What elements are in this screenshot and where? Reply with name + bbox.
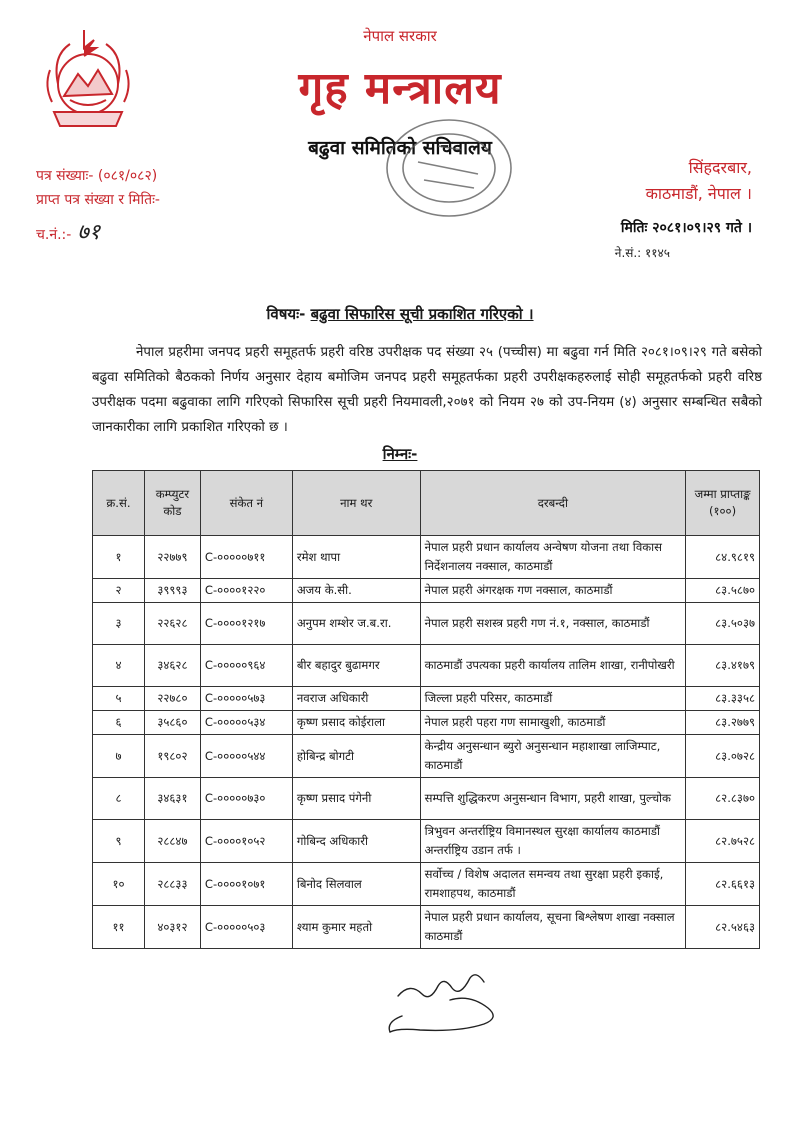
header-post: दरबन्दी — [420, 471, 685, 536]
cell-post: नेपाल प्रहरी अंगरक्षक गण नक्साल, काठमाडौं — [420, 579, 685, 603]
cell-name: अनुपम शम्शेर ज.ब.रा. — [292, 603, 420, 645]
cell-post: नेपाल प्रहरी प्रधान कार्यालय अन्वेषण योजना तथा विकास निर्देशनालय नक्साल, काठमाडौं — [420, 536, 685, 579]
cell-serial: ८ — [93, 778, 145, 820]
cell-serial: ३ — [93, 603, 145, 645]
cell-serial: १० — [93, 863, 145, 906]
cell-code: २२७८० — [144, 687, 200, 711]
cell-serial: ६ — [93, 711, 145, 735]
subject-label: विषयः- — [266, 305, 306, 323]
cell-code: ३४६३१ — [144, 778, 200, 820]
table-row — [93, 603, 760, 645]
cell-symbol: C-०००००७११ — [200, 536, 292, 579]
list-heading: निम्नः- — [382, 445, 418, 463]
cell-code: ४०३१२ — [144, 906, 200, 949]
cell-code: २२७७९ — [144, 536, 200, 579]
cell-serial: ५ — [93, 687, 145, 711]
cell-score: ८३.५८७० — [686, 579, 760, 603]
table-row — [93, 579, 760, 603]
dispatch-number — [36, 216, 100, 246]
subject-line — [0, 304, 800, 324]
cell-post: केन्द्रीय अनुसन्धान ब्युरो अनुसन्धान महाशाखा लाजिम्पाट, काठमाडौं — [420, 735, 685, 778]
table-row — [93, 645, 760, 687]
cell-name: कृष्ण प्रसाद पंगेनी — [292, 778, 420, 820]
cell-score: ८३.२७७९ — [686, 711, 760, 735]
cell-name: नवराज अधिकारी — [292, 687, 420, 711]
promotion-recommendation-table — [92, 470, 760, 949]
table-row — [93, 863, 760, 906]
cell-code: १९८०२ — [144, 735, 200, 778]
cell-score: ८३.३३५८ — [686, 687, 760, 711]
cell-serial: ७ — [93, 735, 145, 778]
table-row — [93, 687, 760, 711]
table-row — [93, 906, 760, 949]
cell-post: नेपाल प्रहरी पहरा गण सामाखुशी, काठमाडौं — [420, 711, 685, 735]
cell-name: अजय के.सी. — [292, 579, 420, 603]
cell-symbol: C-००००१२२० — [200, 579, 292, 603]
cell-score: ८२.५४६३ — [686, 906, 760, 949]
header-total-score: जम्मा प्राप्ताङ्क (१००) — [686, 471, 760, 536]
cell-code: ३५८६० — [144, 711, 200, 735]
cell-serial: ४ — [93, 645, 145, 687]
header-symbol-number: संकेत नं — [200, 471, 292, 536]
cell-name: श्याम कुमार महतो — [292, 906, 420, 949]
office-stamp-icon — [378, 112, 520, 224]
government-title: नेपाल सरकार — [363, 27, 437, 45]
ministry-title: गृह मन्त्रालय — [298, 63, 502, 114]
header-serial: क्र.सं. — [93, 471, 145, 536]
cell-symbol: C-०००००९६४ — [200, 645, 292, 687]
cell-post: सर्वोच्च / विशेष अदालत समन्वय तथा सुरक्षा प्रहरी इकाई, रामशाहपथ, काठमाडौं — [420, 863, 685, 906]
handwritten-signature-icon — [380, 960, 510, 1040]
table-row — [93, 778, 760, 820]
table-row — [93, 711, 760, 735]
cell-post: नेपाल प्रहरी प्रधान कार्यालय, सूचना बिश्लेषण शाखा नक्साल काठमाडौं — [420, 906, 685, 949]
cell-code: ३९९९३ — [144, 579, 200, 603]
header-computer-code: कम्प्युटर कोड — [144, 471, 200, 536]
cell-serial: ९ — [93, 820, 145, 863]
body-paragraph: नेपाल प्रहरीमा जनपद प्रहरी समूहतर्फ प्रहरी वरिष्ठ उपरीक्षक पद संख्या २५ (पच्चीस) मा बढुवा गर्न मिति २०८१।०९।२९ गते बसेको बढुवा समितिको बैठकको निर्णय अनुसार देहाय बमोजिम जनपद प्रहरी समूहतर्फका प्रहरी उपरीक्षकहरुलाई सोही समूहतर्फको प्रहरी वरिष्ठ उपरीक्षक पदमा बढुवाका लागि गरिएको सिफारिस सूची प्रहरी नियमावली,२०७१ को नियम २७ को उप-नियम (४) अनुसार सम्बन्धित सबैको जानकारीका लागि प्रकाशित गरिएको छ । — [92, 345, 762, 435]
cell-symbol: C-००००१२१७ — [200, 603, 292, 645]
cell-serial: १ — [93, 536, 145, 579]
cell-symbol: C-००००१०७१ — [200, 863, 292, 906]
cell-post: नेपाल प्रहरी सशस्त्र प्रहरी गण नं.१, नक्साल, काठमाडौं — [420, 603, 685, 645]
cell-name: रमेश थापा — [292, 536, 420, 579]
cell-post: त्रिभुवन अन्तर्राष्ट्रिय विमानस्थल सुरक्षा कार्यालय काठमाडौं अन्तर्राष्ट्रिय उडान तर्फ । — [420, 820, 685, 863]
cell-score: ८२.८३७० — [686, 778, 760, 820]
cell-score: ८४.९८१९ — [686, 536, 760, 579]
secretariat-title: बढुवा समितिको सचिवालय — [308, 137, 492, 159]
table-header-row — [93, 471, 760, 536]
cell-symbol: C-००००१०५२ — [200, 820, 292, 863]
address-line-2: काठमाडौं, नेपाल । — [645, 184, 752, 203]
cell-symbol: C-०००००५३४ — [200, 711, 292, 735]
received-number-date: प्राप्त पत्र संख्या र मितिः- — [36, 192, 160, 208]
cell-symbol: C-०००००७३० — [200, 778, 292, 820]
cell-score: ८३.०७२८ — [686, 735, 760, 778]
dispatch-number-label: च.नं.:- — [36, 227, 72, 243]
cell-serial: ११ — [93, 906, 145, 949]
cell-code: २२६२८ — [144, 603, 200, 645]
cell-symbol: C-०००००५७३ — [200, 687, 292, 711]
cell-code: २८८३३ — [144, 863, 200, 906]
header-name: नाम थर — [292, 471, 420, 536]
cell-post: सम्पत्ति शुद्धिकरण अनुसन्धान विभाग, प्रहरी शाखा, पुल्चोक — [420, 778, 685, 820]
nepal-samvat-number: ने.सं.: ११४५ — [614, 246, 670, 260]
cell-code: २८८४७ — [144, 820, 200, 863]
cell-score: ८३.५०३७ — [686, 603, 760, 645]
cell-name: होबिन्द्र बोगटी — [292, 735, 420, 778]
document-date: मितिः २०८१।०९।२९ गते । — [620, 220, 752, 236]
cell-code: ३४६२८ — [144, 645, 200, 687]
address-line-1: सिंहदरबार, — [688, 158, 752, 177]
dispatch-number-value: ७१ — [77, 220, 101, 245]
cell-post: काठमाडौं उपत्यका प्रहरी कार्यालय तालिम शाखा, रानीपोखरी — [420, 645, 685, 687]
cell-serial: २ — [93, 579, 145, 603]
cell-symbol: C-०००००५०३ — [200, 906, 292, 949]
cell-name: कृष्ण प्रसाद कोईराला — [292, 711, 420, 735]
cell-symbol: C-०००००५४४ — [200, 735, 292, 778]
subject-text: बढुवा सिफारिस सूची प्रकाशित गरिएको । — [310, 305, 534, 323]
letter-number: पत्र संख्याः- (०८१/०८२) — [36, 168, 158, 184]
cell-score: ८२.६६१३ — [686, 863, 760, 906]
cell-name: बीर बहादुर बुढामगर — [292, 645, 420, 687]
table-row — [93, 735, 760, 778]
cell-post: जिल्ला प्रहरी परिसर, काठमाडौं — [420, 687, 685, 711]
cell-score: ८२.७५२८ — [686, 820, 760, 863]
cell-score: ८३.४१७९ — [686, 645, 760, 687]
table-row — [93, 820, 760, 863]
cell-name: बिनोद सिलवाल — [292, 863, 420, 906]
cell-name: गोबिन्द अधिकारी — [292, 820, 420, 863]
table-row — [93, 536, 760, 579]
